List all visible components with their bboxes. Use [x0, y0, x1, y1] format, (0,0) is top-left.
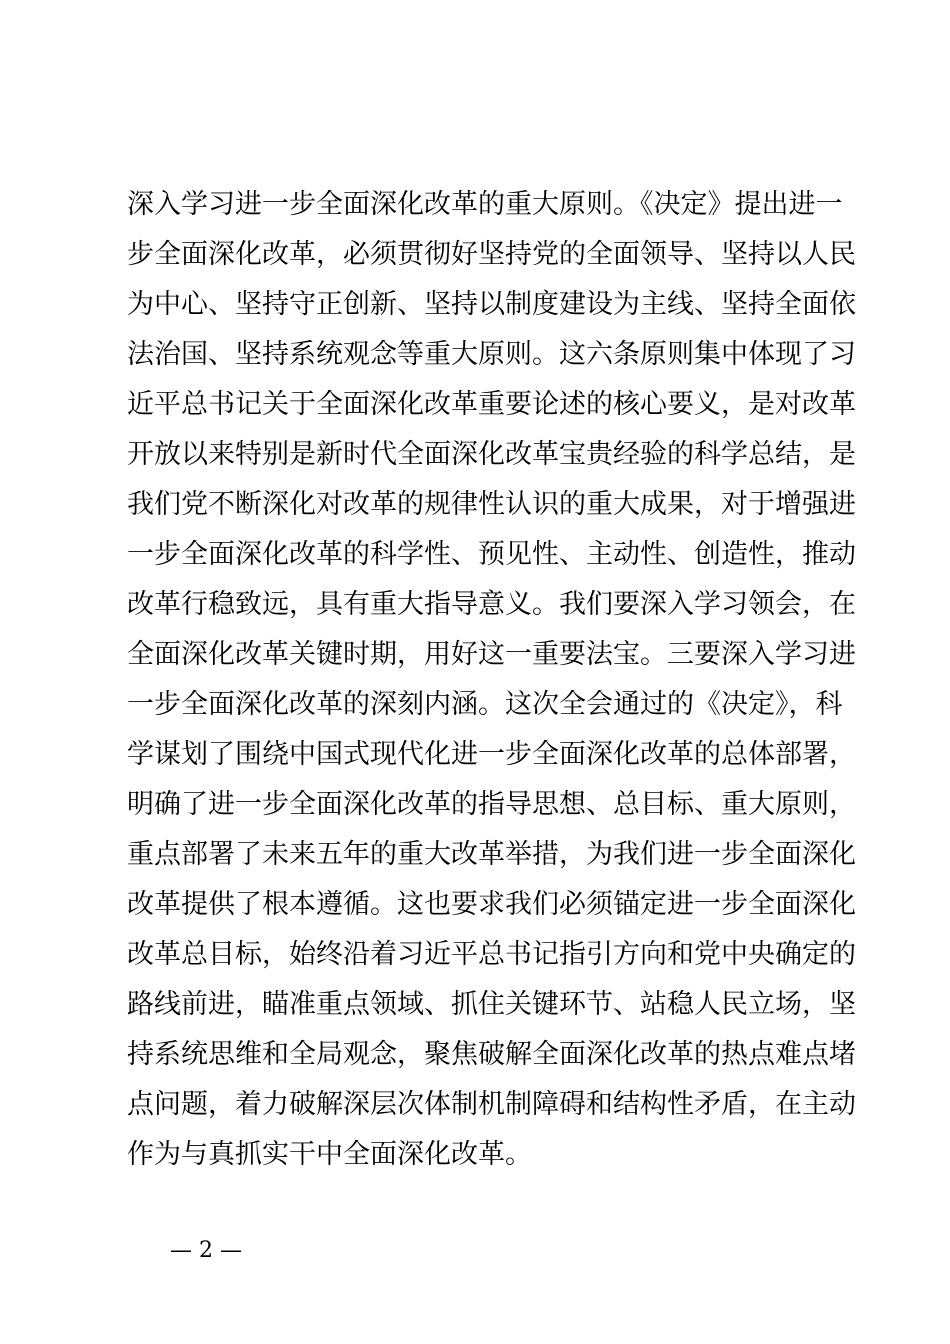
body-paragraph [127, 180, 856, 1180]
text-line: 重点部署了未来五年的重大改革举措，为我们进一步全面深化 [127, 839, 856, 870]
text-line: 路线前进，瞄准重点领域、抓住关键环节、站稳人民立场，坚 [127, 989, 856, 1020]
text-line: 改革行稳致远，具有重大指导意义。我们要深入学习领会，在 [127, 589, 856, 620]
text-line: 步全面深化改革，必须贯彻好坚持党的全面领导、坚持以人民 [127, 239, 856, 270]
text-line: 明确了进一步全面深化改革的指导思想、总目标、重大原则， [127, 789, 856, 820]
page-number: — 2 — [170, 1238, 242, 1263]
text-line: 开放以来特别是新时代全面深化改革宝贵经验的科学总结，是 [127, 439, 856, 470]
text-line: 改革提供了根本遵循。这也要求我们必须锚定进一步全面深化 [127, 889, 856, 920]
text-line: 一步全面深化改革的深刻内涵。这次全会通过的《决定》，科 [127, 689, 843, 720]
text-line: 法治国、坚持系统观念等重大原则。这六条原则集中体现了习 [127, 339, 856, 370]
text-line: 我们党不断深化对改革的规律性认识的重大成果，对于增强进 [127, 489, 856, 520]
text-line: 为中心、坚持守正创新、坚持以制度建设为主线、坚持全面依 [127, 289, 856, 320]
text-line: 一步全面深化改革的科学性、预见性、主动性、创造性，推动 [127, 539, 856, 570]
text-line: 全面深化改革关键时期，用好这一重要法宝。三要深入学习进 [127, 639, 856, 670]
text-line: 点问题，着力破解深层次体制机制障碍和结构性矛盾，在主动 [127, 1089, 856, 1120]
text-line: 改革总目标，始终沿着习近平总书记指引方向和党中央确定的 [127, 939, 856, 970]
text-line: 深入学习进一步全面深化改革的重大原则。《决定》提出进一 [127, 189, 843, 220]
text-line: 学谋划了围绕中国式现代化进一步全面深化改革的总体部署， [127, 739, 856, 770]
text-line: 作为与真抓实干中全面深化改革。 [127, 1139, 532, 1170]
text-line: 持系统思维和全局观念，聚焦破解全面深化改革的热点难点堵 [127, 1039, 856, 1070]
text-line: 近平总书记关于全面深化改革重要论述的核心要义，是对改革 [127, 389, 856, 420]
